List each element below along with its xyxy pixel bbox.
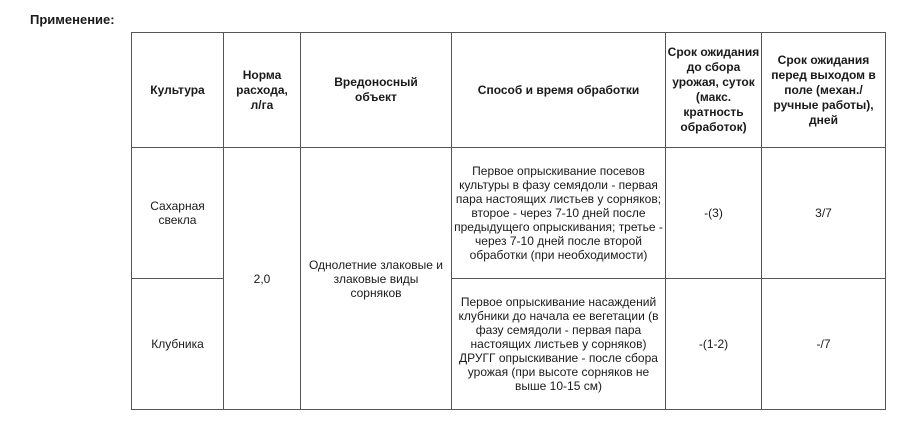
header-crop: Культура — [132, 33, 224, 148]
field-wait-cell: -/7 — [762, 279, 886, 410]
table-header-row — [132, 33, 886, 148]
header-method: Способ и время обработки — [452, 33, 666, 148]
method-cell: Первое опрыскивание посевов культуры в фазу семядоли - первая пара настоящих листьев у сорняков; второе - через 7-10 дней после предыдущего опрыскивания; третье - через 7-10 дней после второй обработки (при необходимости) — [452, 148, 666, 279]
crop-cell: Клубника — [132, 279, 224, 410]
pest-cell: Однолетние злаковые и злаковые виды сорняков — [301, 148, 452, 410]
table-row — [132, 148, 886, 279]
header-harvest-wait: Срок ожидания до сбора урожая, суток (макс. кратность обработок) — [666, 33, 762, 148]
harvest-wait-cell: -(3) — [666, 148, 762, 279]
header-pest: Вредоносный объект — [301, 33, 452, 148]
field-wait-cell: 3/7 — [762, 148, 886, 279]
rate-cell: 2,0 — [224, 148, 301, 410]
method-cell: Первое опрыскивание насаждений клубники до начала ее вегетации (в фазу семядоли - первая пара настоящих листьев у сорняков) ДРУГГ опрыскивание - после сбора урожая (при высоте сорняков не выше 10-15 см) — [452, 279, 666, 410]
usage-table — [131, 32, 886, 410]
section-title: Применение: — [30, 12, 115, 27]
header-rate: Норма расхода, л/га — [224, 33, 301, 148]
crop-cell: Сахарная свекла — [132, 148, 224, 279]
harvest-wait-cell: -(1-2) — [666, 279, 762, 410]
header-field-wait: Срок ожидания перед выходом в поле (механ./ручные работы), дней — [762, 33, 886, 148]
